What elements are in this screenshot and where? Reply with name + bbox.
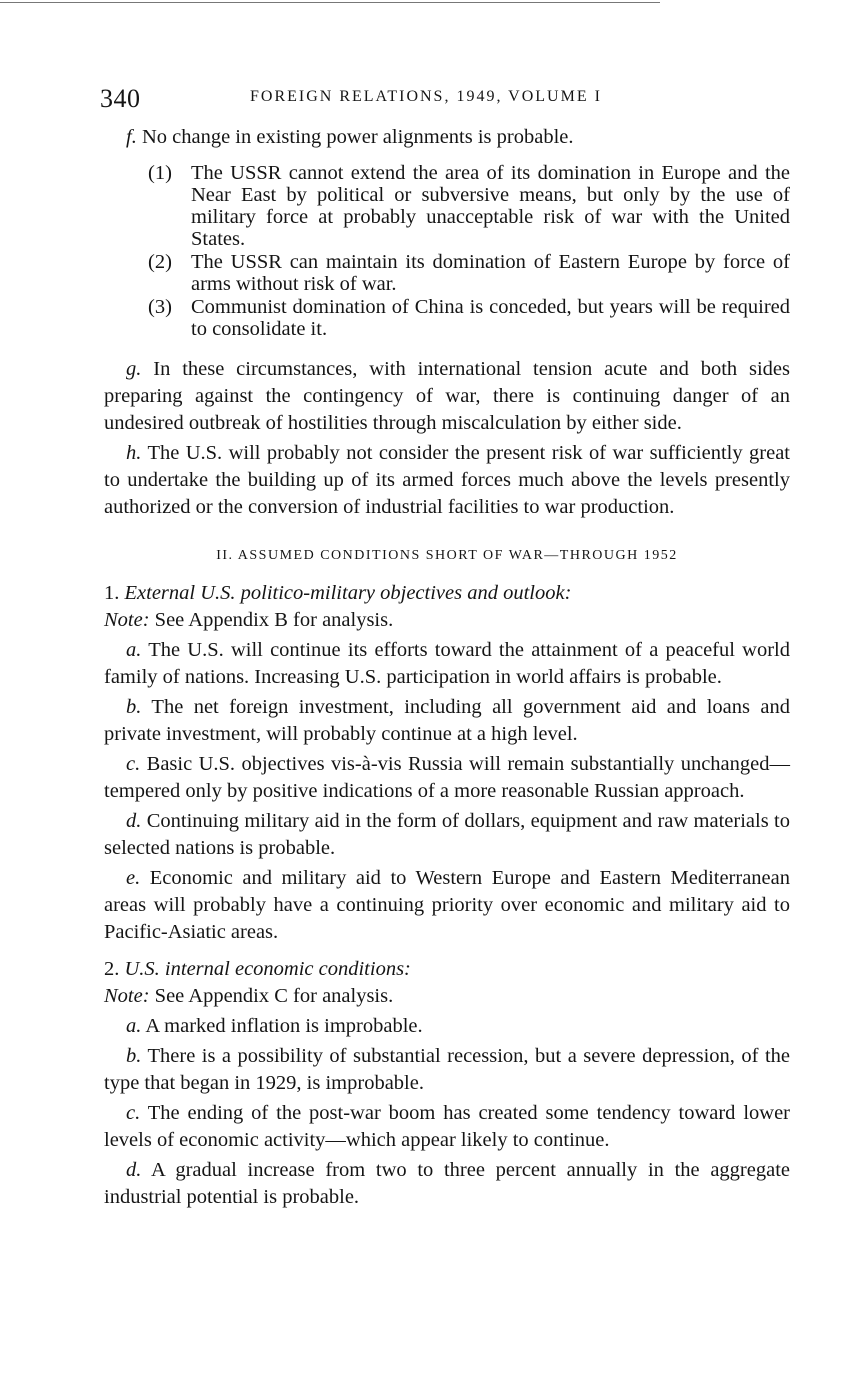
paragraph-1d-letter: d. bbox=[126, 810, 142, 832]
paragraph-1e bbox=[104, 865, 790, 946]
list-item-number: (3) bbox=[148, 296, 172, 318]
subheading-1-title: External U.S. politico-military objectives and outlook: bbox=[124, 582, 572, 604]
paragraph-1e-letter: e. bbox=[126, 867, 141, 889]
list-item-text: The USSR can maintain its domination of Eastern Europe by force of arms without risk of war. bbox=[191, 251, 790, 295]
paragraph-2c-letter: c. bbox=[126, 1102, 141, 1124]
subheading-1 bbox=[104, 580, 790, 607]
top-rule bbox=[0, 2, 660, 3]
paragraph-f-text: No change in existing power alignments is probable. bbox=[141, 126, 574, 148]
paragraph-1b bbox=[104, 694, 790, 748]
list-item-number: (1) bbox=[148, 162, 172, 184]
paragraph-f-sublist bbox=[148, 162, 790, 340]
paragraph-f bbox=[104, 124, 790, 151]
paragraph-g-text: In these circumstances, with international tension acute and both sides preparing against the contingency of war, there is continuing danger of an undesired outbreak of hostilities through miscalculation by either side. bbox=[104, 358, 790, 434]
section-heading: II. ASSUMED CONDITIONS SHORT OF WAR—THROUGH 1952 bbox=[216, 548, 678, 563]
subheading-2 bbox=[104, 956, 790, 983]
paragraph-1a-letter: a. bbox=[126, 639, 142, 661]
paragraph-1c-text: Basic U.S. objectives vis-à-vis Russia will remain substantially unchanged—tempered only by positive indications of a more reasonable Russian approach. bbox=[104, 753, 790, 802]
paragraph-2a bbox=[104, 1013, 790, 1040]
paragraph-2d-text: A gradual increase from two to three percent annually in the aggregate industrial potential is probable. bbox=[104, 1159, 790, 1208]
paragraph-g bbox=[104, 356, 790, 437]
list-item-text: Communist domination of China is conceded, but years will be required to consolidate it. bbox=[191, 296, 790, 340]
list-item-number: (2) bbox=[148, 251, 172, 273]
paragraph-g-letter: g. bbox=[126, 358, 142, 380]
note-2-text: See Appendix C for analysis. bbox=[154, 985, 394, 1007]
paragraph-2b bbox=[104, 1043, 790, 1097]
paragraph-1d bbox=[104, 808, 790, 862]
note-2 bbox=[104, 983, 790, 1010]
paragraph-2c-text: The ending of the post-war boom has created some tendency toward lower levels of economic activity—which appear likely to continue. bbox=[104, 1102, 790, 1151]
list-item bbox=[148, 162, 790, 250]
paragraph-2a-text: A marked inflation is improbable. bbox=[145, 1015, 423, 1037]
paragraph-1b-letter: b. bbox=[126, 696, 142, 718]
paragraph-1d-text: Continuing military aid in the form of dollars, equipment and raw materials to selected nations is probable. bbox=[104, 810, 790, 859]
paragraph-1c-letter: c. bbox=[126, 753, 141, 775]
paragraph-1e-text: Economic and military aid to Western Europe and Eastern Mediterranean areas will probably have a continuing priority over economic and military aid to Pacific-Asiatic areas. bbox=[104, 867, 791, 943]
document-body bbox=[104, 124, 790, 1211]
paragraph-2d bbox=[104, 1157, 790, 1211]
paragraph-1c bbox=[104, 751, 790, 805]
list-item bbox=[148, 251, 790, 295]
subheading-2-number: 2. bbox=[104, 958, 120, 980]
note-1-text: See Appendix B for analysis. bbox=[154, 609, 394, 631]
note-2-label: Note: bbox=[104, 985, 150, 1007]
paragraph-h-letter: h. bbox=[126, 442, 142, 464]
paragraph-f-letter: f. bbox=[126, 126, 137, 148]
page-header bbox=[100, 78, 790, 114]
paragraph-1a-text: The U.S. will continue its efforts toward the attainment of a peaceful world family of nations. Increasing U.S. participation in world affairs is probable. bbox=[104, 639, 790, 688]
page-number: 340 bbox=[100, 84, 141, 113]
paragraph-1b-text: The net foreign investment, including all government aid and loans and private investment, will probably continue at a high level. bbox=[104, 696, 790, 745]
note-1 bbox=[104, 607, 790, 634]
running-head: FOREIGN RELATIONS, 1949, VOLUME I bbox=[250, 88, 602, 105]
subheading-2-title: U.S. internal economic conditions: bbox=[124, 958, 411, 980]
paragraph-2b-text: There is a possibility of substantial recession, but a severe depression, of the type that began in 1929, is improbable. bbox=[104, 1045, 791, 1094]
paragraph-h bbox=[104, 440, 790, 521]
list-item-text: The USSR cannot extend the area of its domination in Europe and the Near East by political or subversive means, but only by the use of military force at probably unacceptable risk of war with the United States. bbox=[191, 162, 790, 250]
paragraph-1a bbox=[104, 637, 790, 691]
paragraph-h-text: The U.S. will probably not consider the present risk of war sufficiently great to undertake the building up of its armed forces much above the levels presently authorized or the conversion of industrial facilities to war production. bbox=[104, 442, 790, 518]
subheading-1-number: 1. bbox=[104, 582, 120, 604]
paragraph-2c bbox=[104, 1100, 790, 1154]
note-1-label: Note: bbox=[104, 609, 150, 631]
paragraph-2a-letter: a. bbox=[126, 1015, 142, 1037]
list-item bbox=[148, 296, 790, 340]
paragraph-2d-letter: d. bbox=[126, 1159, 142, 1181]
paragraph-2b-letter: b. bbox=[126, 1045, 142, 1067]
